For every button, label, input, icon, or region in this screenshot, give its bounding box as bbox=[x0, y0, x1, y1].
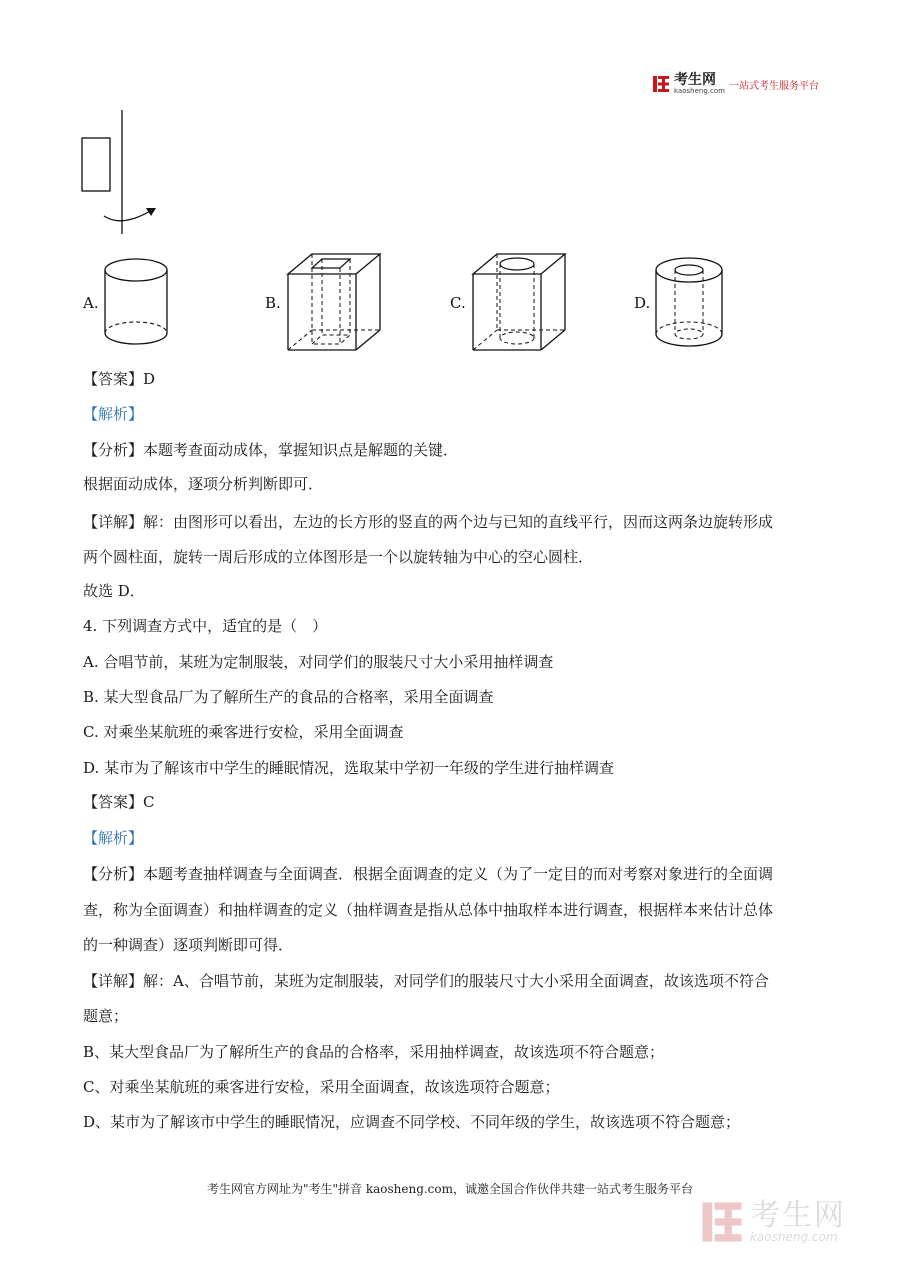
q4-detail-d: D、某市为了解该市中学生的睡眠情况，应调查不同学校、不同年级的学生，故该选项不符合题意； bbox=[83, 1113, 741, 1131]
q4-stem: 4. 下列调查方式中，适宜的是（ ） bbox=[83, 617, 328, 635]
brand-name: 考生网 bbox=[674, 72, 716, 88]
option-a-cylinder bbox=[100, 252, 172, 350]
q4-option-a: A. 合唱节前，某班为定制服装，对同学们的服装尺寸大小采用抽样调查 bbox=[83, 653, 554, 671]
q4-answer: 【答案】C bbox=[83, 793, 155, 811]
rotation-figure bbox=[76, 106, 166, 236]
option-b-label: B. bbox=[265, 294, 281, 312]
q4-option-d: D. 某市为了解该市中学生的睡眠情况，选取某中学初一年级的学生进行抽样调查 bbox=[83, 759, 615, 777]
q3-detail-line1: 【详解】解：由图形可以看出，左边的长方形的竖直的两个边与已知的直线平行，因而这两条边旋转形成 bbox=[83, 513, 774, 531]
q3-detail-line2: 两个圆柱面，旋转一周后形成的立体图形是一个以旋转轴为中心的空心圆柱． bbox=[83, 548, 594, 566]
q4-detail-c: C、对乘坐某航班的乘客进行安检，采用全面调查，故该选项符合题意； bbox=[83, 1078, 560, 1096]
q4-analysis-line1: 【分析】本题考查抽样调查与全面调查．根据全面调查的定义（为了一定目的而对考察对象进行的全面调 bbox=[83, 865, 774, 883]
brand-slogan: 一站式考生服务平台 bbox=[728, 80, 819, 92]
option-b-box bbox=[282, 248, 386, 356]
option-a-label: A. bbox=[83, 294, 99, 312]
option-d-label: D. bbox=[634, 294, 651, 312]
watermark bbox=[700, 1200, 846, 1244]
option-c-box bbox=[467, 248, 571, 356]
page-footer: 考生网官方网址为"考生"拼音 kaosheng.com，诚邀全国合作伙伴共建一站式考生服务平台 bbox=[206, 1182, 694, 1196]
q3-analysis-line2: 根据面动成体，逐项分析判断即可． bbox=[83, 475, 324, 493]
q3-analysis: 【分析】本题考查面动成体，掌握知识点是解题的关键． bbox=[83, 441, 459, 459]
q4-detail-line2: 题意； bbox=[83, 1007, 129, 1025]
q4-option-c: C. 对乘坐某航班的乘客进行安检，采用全面调查 bbox=[83, 723, 404, 741]
q4-jiexi-heading: 【解析】 bbox=[83, 829, 144, 847]
q4-detail-b: B、某大型食品厂为了解所生产的食品的合格率，采用抽样调查，故该选项不符合题意； bbox=[83, 1043, 665, 1061]
q4-analysis-line2: 查，称为全面调查）和抽样调查的定义（抽样调查是指从总体中抽取样本进行调查，根据样本来估计总体 bbox=[83, 901, 774, 919]
q4-option-b: B. 某大型食品厂为了解所生产的食品的合格率，采用全面调查 bbox=[83, 688, 494, 706]
q3-conclusion: 故选 D． bbox=[83, 582, 145, 600]
option-d-hollow-cylinder bbox=[651, 252, 727, 350]
watermark-url: kaosheng.com bbox=[750, 1230, 838, 1244]
q3-answer: 【答案】D bbox=[83, 370, 156, 388]
q4-detail-line1: 【详解】解：A、合唱节前，某班为定制服装，对同学们的服装尺寸大小采用全面调查，故该选项不符合 bbox=[83, 972, 769, 990]
q4-analysis-line3: 的一种调查）逐项判断即可得． bbox=[83, 936, 294, 954]
option-c-label: C. bbox=[450, 294, 466, 312]
kaosheng-logo-icon bbox=[652, 75, 670, 93]
header-logo bbox=[652, 72, 819, 96]
q3-jiexi-heading: 【解析】 bbox=[83, 405, 144, 423]
watermark-name: 考生网 bbox=[750, 1198, 846, 1233]
watermark-logo-icon bbox=[700, 1200, 744, 1244]
brand-url: kaosheng.com bbox=[674, 87, 725, 95]
